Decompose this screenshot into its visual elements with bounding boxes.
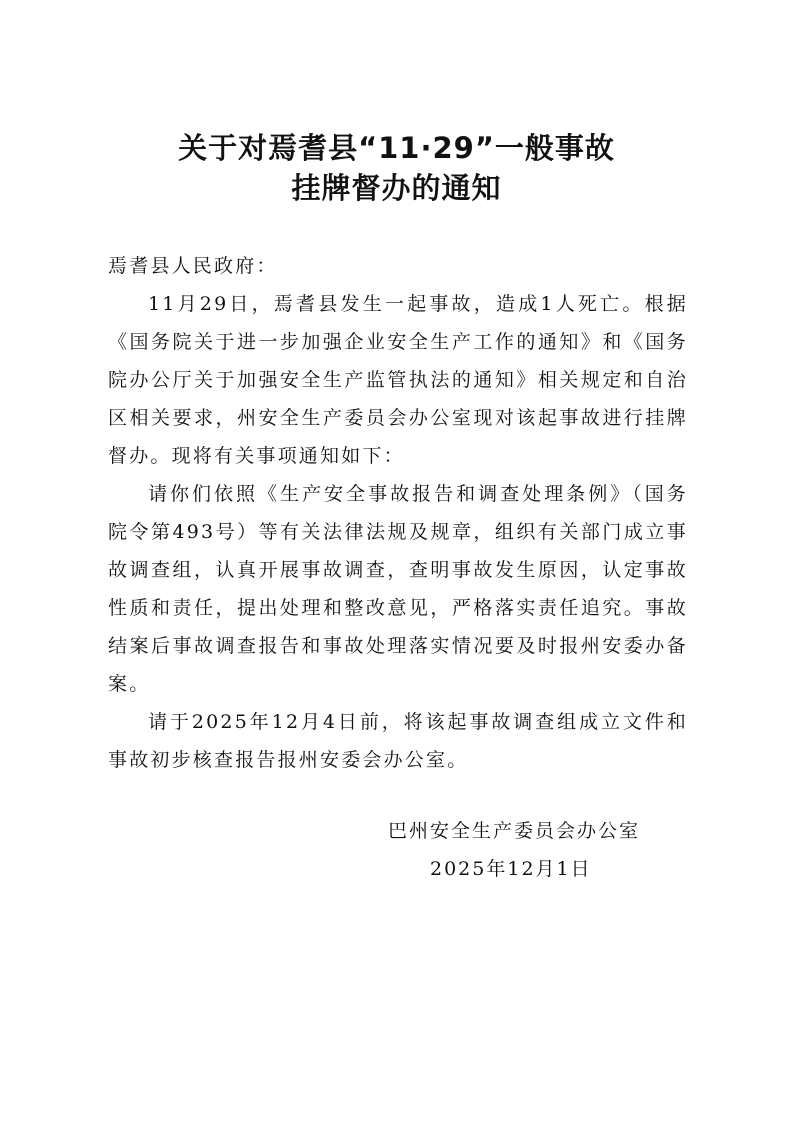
paragraph-3: 请于2025年12月4日前，将该起事故调查组成立文件和事故初步核查报告报州安委会办公室。 xyxy=(108,711,688,771)
paragraph-1: 11月29日，焉耆县发生一起事故，造成1人死亡。根据《国务院关于进一步加强企业安全生产工作的通知》和《国务院办公厅关于加强安全生产监管执法的通知》相关规定和自治区相关要求，州安全生产委员会办公室现对该起事故进行挂牌督办。现将有关事项通知如下： xyxy=(108,293,688,467)
document-title-line-1: 关于对焉耆县“11·29”一般事故 xyxy=(178,131,615,165)
document-title-line-2: 挂牌督办的通知 xyxy=(291,171,502,205)
paragraph-2: 请你们依照《生产安全事故报告和调查处理条例》（国务院令第493号）等有关法律法规及规章，组织有关部门成立事故调查组，认真开展事故调查，查明事故发生原因，认定事故性质和责任，提出处理和整改意见，严格落实责任追究。事故结案后事故调查报告和事故处理落实情况要及时报州安委办备案。 xyxy=(108,483,688,695)
signature-organization: 巴州安全生产委员会办公室 xyxy=(388,820,641,842)
signature-date: 2025年12月1日 xyxy=(430,858,592,880)
addressee: 焉耆县人民政府： xyxy=(108,255,278,277)
